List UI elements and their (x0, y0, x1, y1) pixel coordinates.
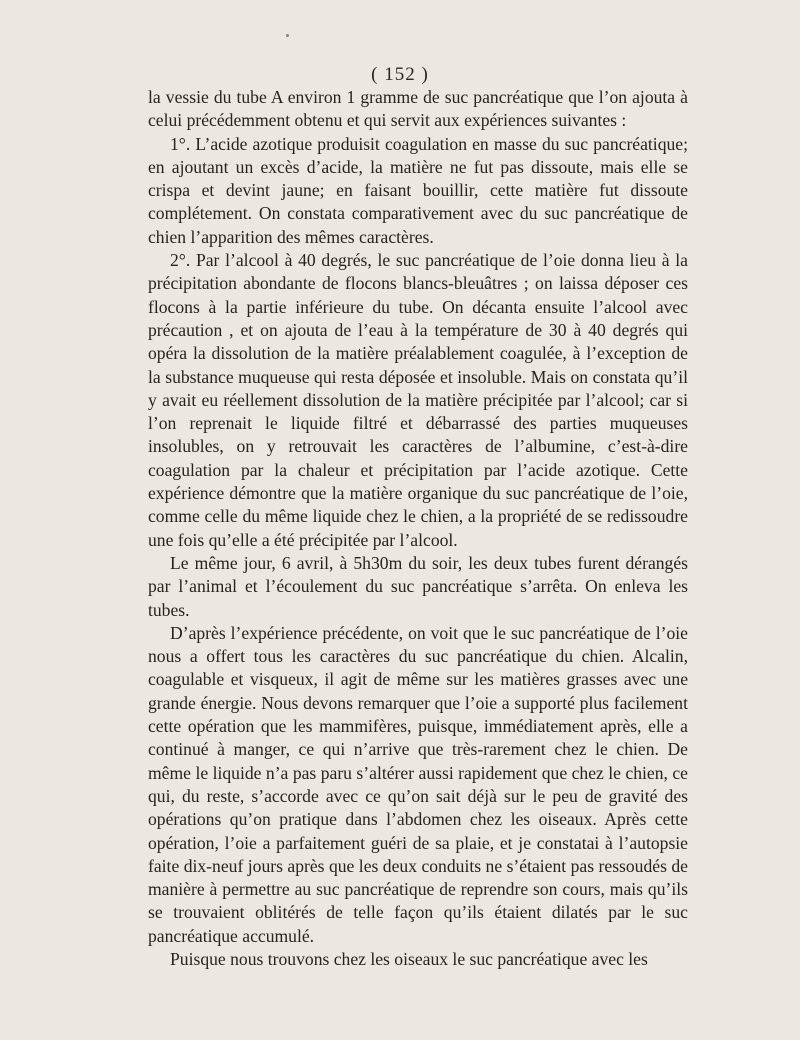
paragraph-3: 2°. Par l’alcool à 40 degrés, le suc pancréatique de l’oie donna lieu à la précipitation abondante de flocons blancs-bleuâtres ; on laissa déposer ces flocons à la partie inférieure du tube. On décanta ensuite l’alcool avec précaution , et on ajouta de l’eau à la température de 30 à 40 degrés qui opéra la dissolution de la matière préalablement coagulée, à l’exception de la substance muqueuse qui resta déposée et insoluble. Mais on constata qu’il y avait eu réellement dissolution de la matière précipitée par l’alcool; car si l’on reprenait le liquide filtré et débarrassé des parties muqueuses insolubles, on y retrouvait les caractères de l’albumine, c’est-à-dire coagulation par la chaleur et précipitation par l’acide azotique. Cette expérience démontre que la matière organique du suc pancréatique de l’oie, comme celle du même liquide chez le chien, a la propriété de se redissoudre une fois qu’elle a été précipitée par l’alcool. (148, 250, 688, 550)
paragraph-2: 1°. L’acide azotique produisit coagulation en masse du suc pancréatique; en ajoutant un excès d’acide, la matière ne fut pas dissoute, mais elle se crispa et devint jaune; en faisant bouillir, cette matière fut dissoute complétement. On constata comparativement avec du suc pancréatique de chien l’apparition des mêmes caractères. (148, 133, 688, 247)
paragraph-5: D’après l’expérience précédente, on voit que le suc pancréatique de l’oie nous a offert tous les caractères du suc pancréatique du chien. Alcalin, coagulable et visqueux, il agit de même sur les matières grasses avec une grande énergie. Nous devons remarquer que l’oie a supporté plus facilement cette opération que les mammifères, puisque, immédiatement après, elle a continué à manger, ce qui n’arrive que très-rarement chez le chien. De même le liquide n’a pas paru s’altérer aussi rapidement que chez le chien, ce qui, du reste, s’accorde avec ce qu’on sait déjà sur le peu de gravité des opérations qu’on pratique dans l’abdomen chez les oiseaux. Après cette opération, l’oie a parfaitement guéri de sa plaie, et je constatai à l’autopsie faite dix-neuf jours après que les deux conduits ne s’étaient pas ressoudés de manière à permettre au suc pancréatique de reprendre son cours, mais qu’ils se trouvaient oblitérés de telle façon qu’ils étaient dilatés par le suc pancréatique accumulé. (148, 622, 688, 946)
paragraph-1: la vessie du tube A environ 1 gramme de suc pancréatique que l’on ajouta à celui précédemment obtenu et qui servit aux expériences suivantes : (148, 87, 688, 131)
paragraph-4: Le même jour, 6 avril, à 5h30m du soir, les deux tubes furent dérangés par l’animal et l’écoulement du suc pancréatique s’arrêta. On enleva les tubes. (148, 552, 688, 620)
page-number: ( 152 ) (371, 64, 429, 85)
body-text (148, 86, 688, 971)
paper-speck (286, 34, 289, 37)
paragraph-6: Puisque nous trouvons chez les oiseaux le suc pancréatique avec les (170, 948, 648, 969)
